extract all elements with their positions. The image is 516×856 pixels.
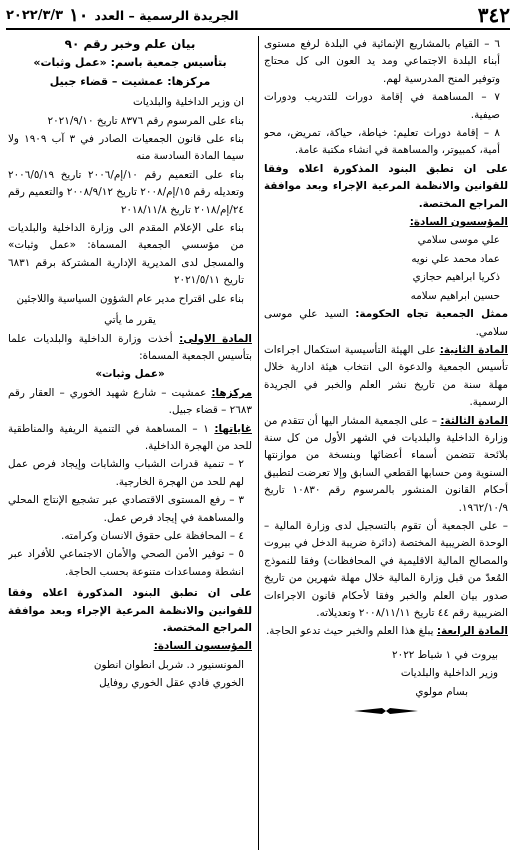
founder-name: الخوري فادي عقل الخوري روفايل	[99, 677, 244, 690]
article-4-text: يبلغ هذا العلم والخبر حيث تدعو الحاجة.	[265, 625, 434, 638]
header-publication	[6, 5, 239, 26]
article-4-heading: المادة الرابعة:	[436, 625, 508, 638]
signature-name: بسام مولوي	[415, 685, 468, 698]
recital-decree: بناء على المرسوم رقم ٨٣٧٦ تاريخ ٢٠٢١/٩/١٠	[47, 114, 244, 127]
article-2	[264, 342, 508, 412]
page-header	[6, 2, 510, 30]
founders-heading: المؤسسون السادة:	[153, 640, 252, 653]
goal-8: ٨ – إقامة دورات تعليم: خياطة، حياكة، تمريض، محو أمية، كمبيوتر، والمساهمة في انشاء مكتبة عامة.	[264, 127, 500, 157]
column-divider	[258, 36, 259, 850]
goal-3: ٣ – رفع المستوى الاقتصادي عبر تشجيع الإنتاج المحلي والمساهمة في إيجاد فرص عمل.	[8, 494, 244, 524]
page-number: ٣٤٢	[477, 3, 510, 27]
article-3-heading: المادة الثالثة:	[440, 414, 508, 427]
headquarters	[8, 385, 252, 420]
government-representative	[264, 306, 508, 341]
founder-name: ذكريا ابراهيم حجازي	[412, 271, 500, 284]
founder-name: عماد محمد علي نويه	[411, 252, 500, 265]
tax-registration-clause: – على الجمعية أن تقوم بالتسجيل لدى وزارة المالية – الوحدة الضريبية المختصة (دائرة ضريبة الدخل في بيروت والمصالح المالية الاقليمية في المحافظات) وفقا للنموذج المُعدّ من قبل وزارة المالية خلال مهلة شهرين من تاريخ صدور بيان العلم والخبر وفقا لأحكام قانون الاجراءات الضريبية رقم ٤٤ تاريخ ٢٠٠٨/١١/١١ وتعديلاته.	[264, 519, 508, 619]
goal-5: ٥ – توفير الأمن الصحي والأمان الاجتماعي للأفراد عبر انشطة ومساعدات متنوعة بحسب الحاجة.	[8, 548, 244, 578]
goal-2: ٢ – تنمية قدرات الشباب والشابات وإيجاد فرص عمل لهم للحد من الهجرة الخارجية.	[8, 458, 244, 488]
goals-label: غاياتها:	[214, 422, 252, 435]
goal-4: ٤ – المحافظة على حقوق الانسان وكرامته.	[61, 529, 244, 542]
compliance-clause: على ان تطبق البنود المذكورة اعلاه وفقا للقوانين والانظمة المرعية الإجراء وبعد موافقة المراجع المختصة.	[8, 587, 252, 634]
founder-name: المونسنيور د. شربل انطوان انطون	[93, 658, 244, 671]
recital-notification: بناء على الإعلام المقدم الى وزارة الداخلية والبلديات من مؤسسي الجمعية المسماة: «عمل وثبات» والمسجل لدى المديرية الإدارية المشتركة برقم ٦٨٣١ تاريخ ٢٠٢١/٥/١١	[8, 222, 244, 287]
goal-7: ٧ – المساهمة في إقامة دورات للتدريب ودورات صيفية.	[264, 91, 500, 121]
article-4	[264, 623, 508, 640]
minister-intro: ان وزير الداخلية والبلديات	[133, 96, 244, 109]
decision-intro: يقرر ما يأتي	[104, 314, 156, 327]
issue-number: ١٠	[69, 4, 89, 26]
recital-law: بناء على قانون الجمعيات الصادر في ٣ آب ١٩٠٩ ولا سيما المادة السادسة منه	[8, 133, 244, 163]
article-2-text: على الهيئة التأسيسية استكمال اجراءات تأسيس الجمعية والدعوة الى انتخاب هيئة ادارية خلال مهلة سنة من تاريخ نشر العلم والخبر في الجريدة الرسمية.	[264, 343, 508, 409]
article-3-text: – على الجمعية المشار اليها أن تتقدم من وزارة الداخلية والبلديات في الشهر الأول من كل سنة بلائحة تتضمن أسماء أعضائها وبنسخة من موازنتها السنوية ومن حسابها القطعي السابق وإلا تعرضت لتطبيق أحكام القانون المنشور بالمرسوم رقم ١٠٨٣٠ تاريخ ١٩٦٢/١٠/٩.	[264, 414, 508, 514]
gazette-title: الجريدة الرسمية – العدد	[94, 7, 239, 23]
issue-date: ٢٠٢٢/٣/٣	[6, 7, 64, 23]
representative-label: ممثل الجمعية تجاه الحكومة:	[355, 308, 508, 321]
notice-title: بيان علم وخبر رقم ٩٠	[64, 37, 196, 51]
headquarters-label: مركزها:	[211, 386, 252, 399]
notice-subtitle: بتأسيس جمعية باسم: «عمل وثبات»	[33, 56, 227, 70]
recital-proposal: بناء على اقتراح مدير عام الشؤون السياسية واللاجئين	[16, 292, 244, 305]
article-1-heading: المادة الاولى:	[179, 332, 252, 345]
goal-1: ١ – المساهمة في التنمية الريفية والمناطقية للحد من الهجرة الداخلية.	[8, 422, 252, 452]
article-1	[8, 331, 252, 366]
notice-location: مركزها: عمشيت – قضاء جبيل	[49, 74, 211, 88]
signature-place-date: بيروت في ١ شباط ٢٠٢٢	[392, 648, 498, 661]
left-column	[8, 36, 252, 852]
article-3	[264, 413, 508, 517]
goal-6: ٦ – القيام بالمشاريع الإنمائية في البلدة لرفع مستوى أبناء البلدة الاجتماعي ومد يد العون الى كل محتاج وتوفير المنح المدرسية لهم.	[264, 38, 500, 85]
founder-name: حسين ابراهيم سلامه	[410, 289, 500, 302]
goals	[8, 421, 252, 456]
headquarters-text: عمشيت – شارع شهيد الخوري – العقار رقم ٢٦٨٣ – قضاء جبيل.	[8, 386, 252, 417]
article-1-text: أخذت وزارة الداخلية والبلديات علما بتأسيس الجمعية المسماة:	[8, 332, 252, 362]
representative-name: السيد علي موسى سلامي.	[264, 308, 508, 338]
right-column	[264, 36, 508, 852]
signature-title: وزير الداخلية والبلديات	[400, 667, 498, 680]
end-ornament-icon	[354, 707, 418, 715]
article-2-heading: المادة الثانية:	[439, 343, 508, 356]
recital-circulars: بناء على التعميم رقم ١٠/إم/٢٠٠٦ تاريخ ٢٠٠٦/٥/١٩ وتعديله رقم ١٥/إم/٢٠٠٨ تاريخ ٢٠٠٨/٩/١٢ والتعميم رقم ٢٤/إم/٢٠١٨ تاريخ ٢٠١٨/١١/٨	[8, 168, 244, 216]
compliance-clause: على ان تطبق البنود المذكورة اعلاه وفقا للقوانين والانظمة المرعية الإجراء وبعد موافقة المراجع المختصة.	[264, 162, 508, 210]
founder-name: علي موسى سلامي	[417, 234, 500, 247]
association-name: «عمل وثبات»	[95, 368, 165, 381]
founders-heading: المؤسسون السادة:	[409, 216, 508, 229]
